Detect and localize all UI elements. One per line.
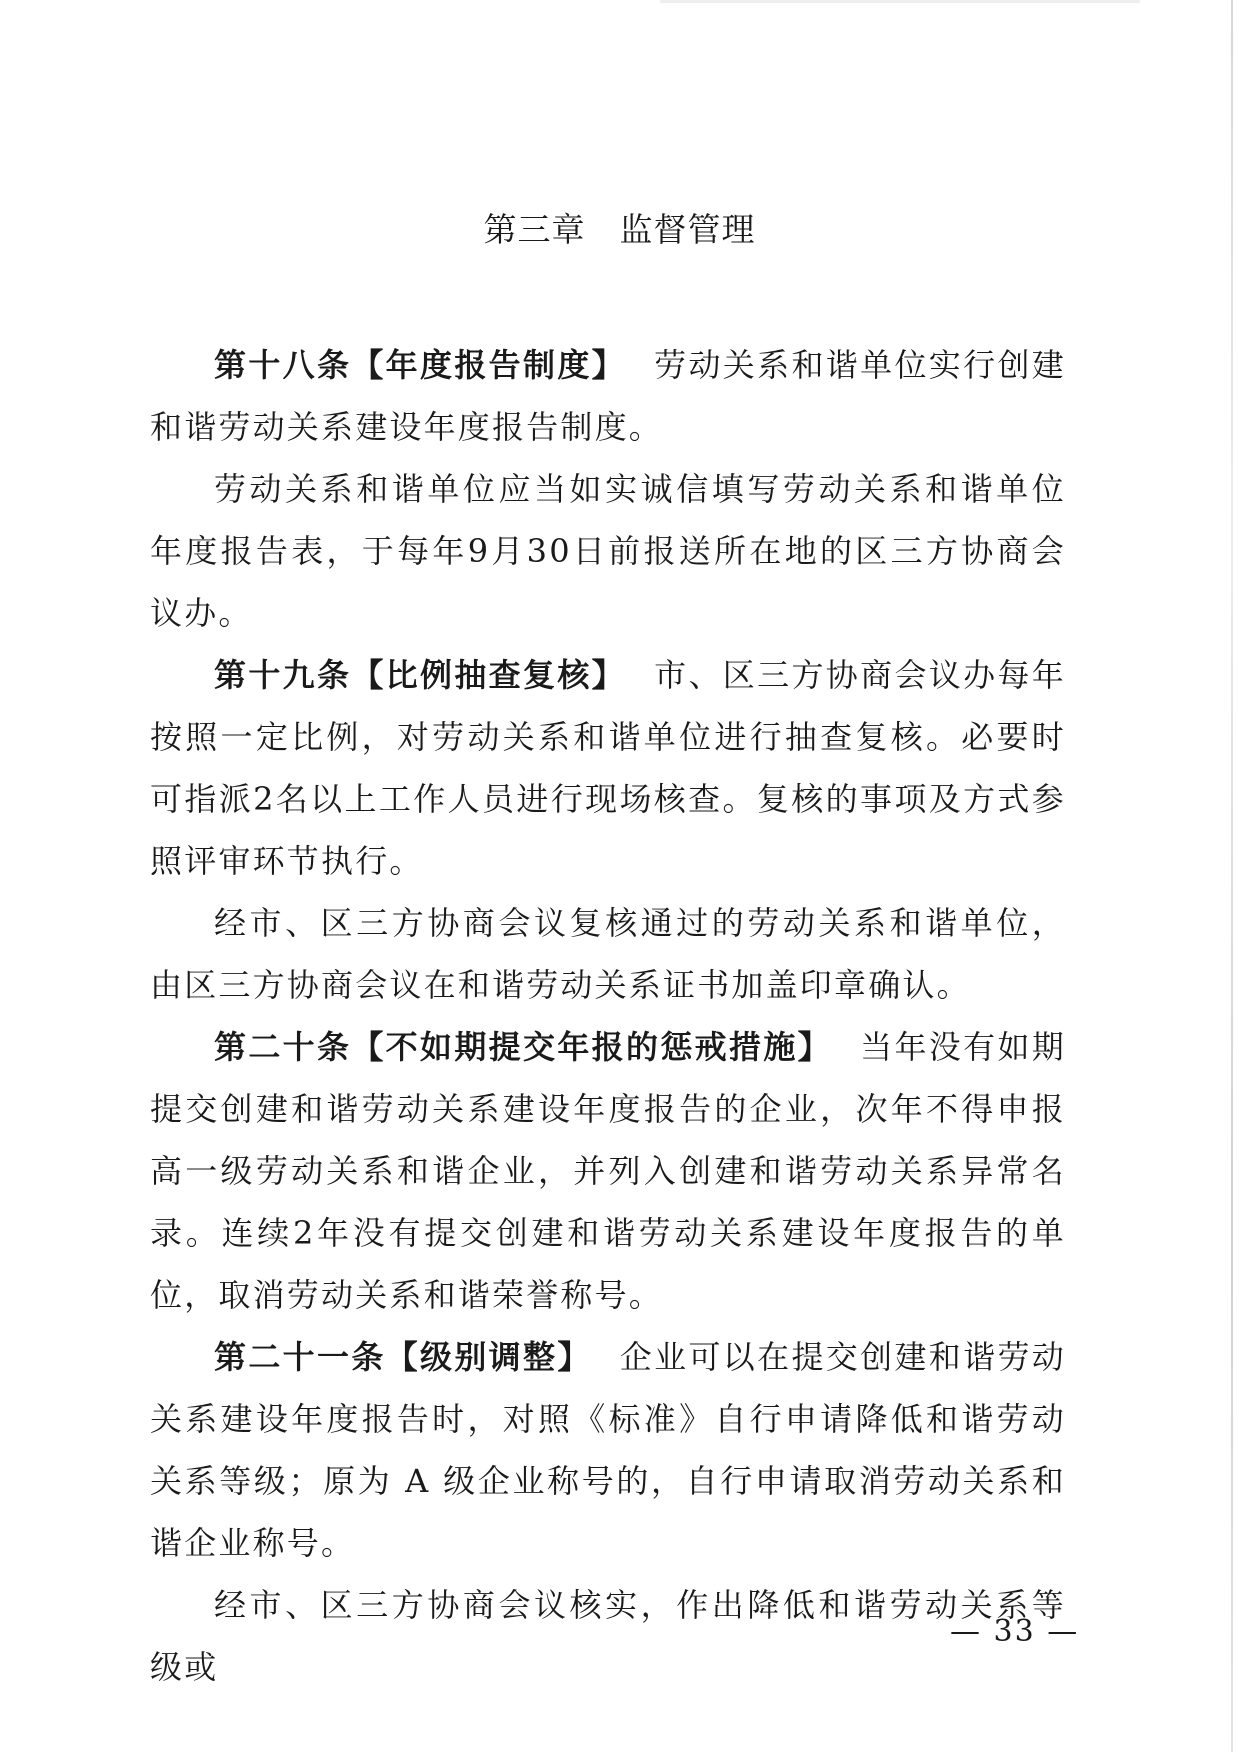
scan-top-edge	[660, 0, 1140, 3]
article-21-paragraph	[150, 1326, 1066, 1574]
article-18-detail-text: 劳动关系和谐单位应当如实诚信填写劳动关系和谐单位年度报告表，于每年9月30日前报送所在地的区三方协商会议办。	[150, 470, 1066, 632]
article-18-paragraph	[150, 334, 1066, 458]
article-21-heading: 第二十一条【级别调整】	[214, 1338, 592, 1376]
article-19-paragraph	[150, 644, 1066, 892]
document-body	[150, 334, 1066, 1698]
article-20-text: 当年没有如期提交创建和谐劳动关系建设年度报告的企业，次年不得申报高一级劳动关系和谐企业，并列入创建和谐劳动关系异常名录。连续2年没有提交创建和谐劳动关系建设年度报告的单位，取消劳动关系和谐荣誉称号。	[150, 1028, 1066, 1314]
article-19-heading: 第十九条【比例抽查复核】	[214, 656, 626, 694]
article-19-text: 市、区三方协商会议办每年按照一定比例，对劳动关系和谐单位进行抽查复核。必要时可指派2名以上工作人员进行现场核查。复核的事项及方式参照评审环节执行。	[150, 656, 1066, 880]
article-18-detail-paragraph	[150, 458, 1066, 644]
page-number: — 33 —	[950, 1614, 1080, 1649]
article-21-text: 企业可以在提交创建和谐劳动关系建设年度报告时，对照《标准》自行申请降低和谐劳动关系等级；原为 A 级企业称号的，自行申请取消劳动关系和谐企业称号。	[150, 1338, 1066, 1562]
article-19-detail-text: 经市、区三方协商会议复核通过的劳动关系和谐单位，由区三方协商会议在和谐劳动关系证书加盖印章确认。	[150, 904, 1066, 1004]
article-18-text: 劳动关系和谐单位实行创建和谐劳动关系建设年度报告制度。	[150, 346, 1066, 446]
article-20-paragraph	[150, 1016, 1066, 1326]
article-21-detail-paragraph	[150, 1574, 1066, 1698]
chapter-title: 第三章 监督管理	[483, 210, 756, 249]
article-21-detail-text: 经市、区三方协商会议核实，作出降低和谐劳动关系等级或	[150, 1586, 1066, 1686]
scan-right-edge	[1231, 0, 1233, 1752]
article-19-detail-paragraph	[150, 892, 1066, 1016]
article-18-heading: 第十八条【年度报告制度】	[214, 346, 626, 384]
article-20-heading: 第二十条【不如期提交年报的惩戒措施】	[214, 1028, 832, 1066]
